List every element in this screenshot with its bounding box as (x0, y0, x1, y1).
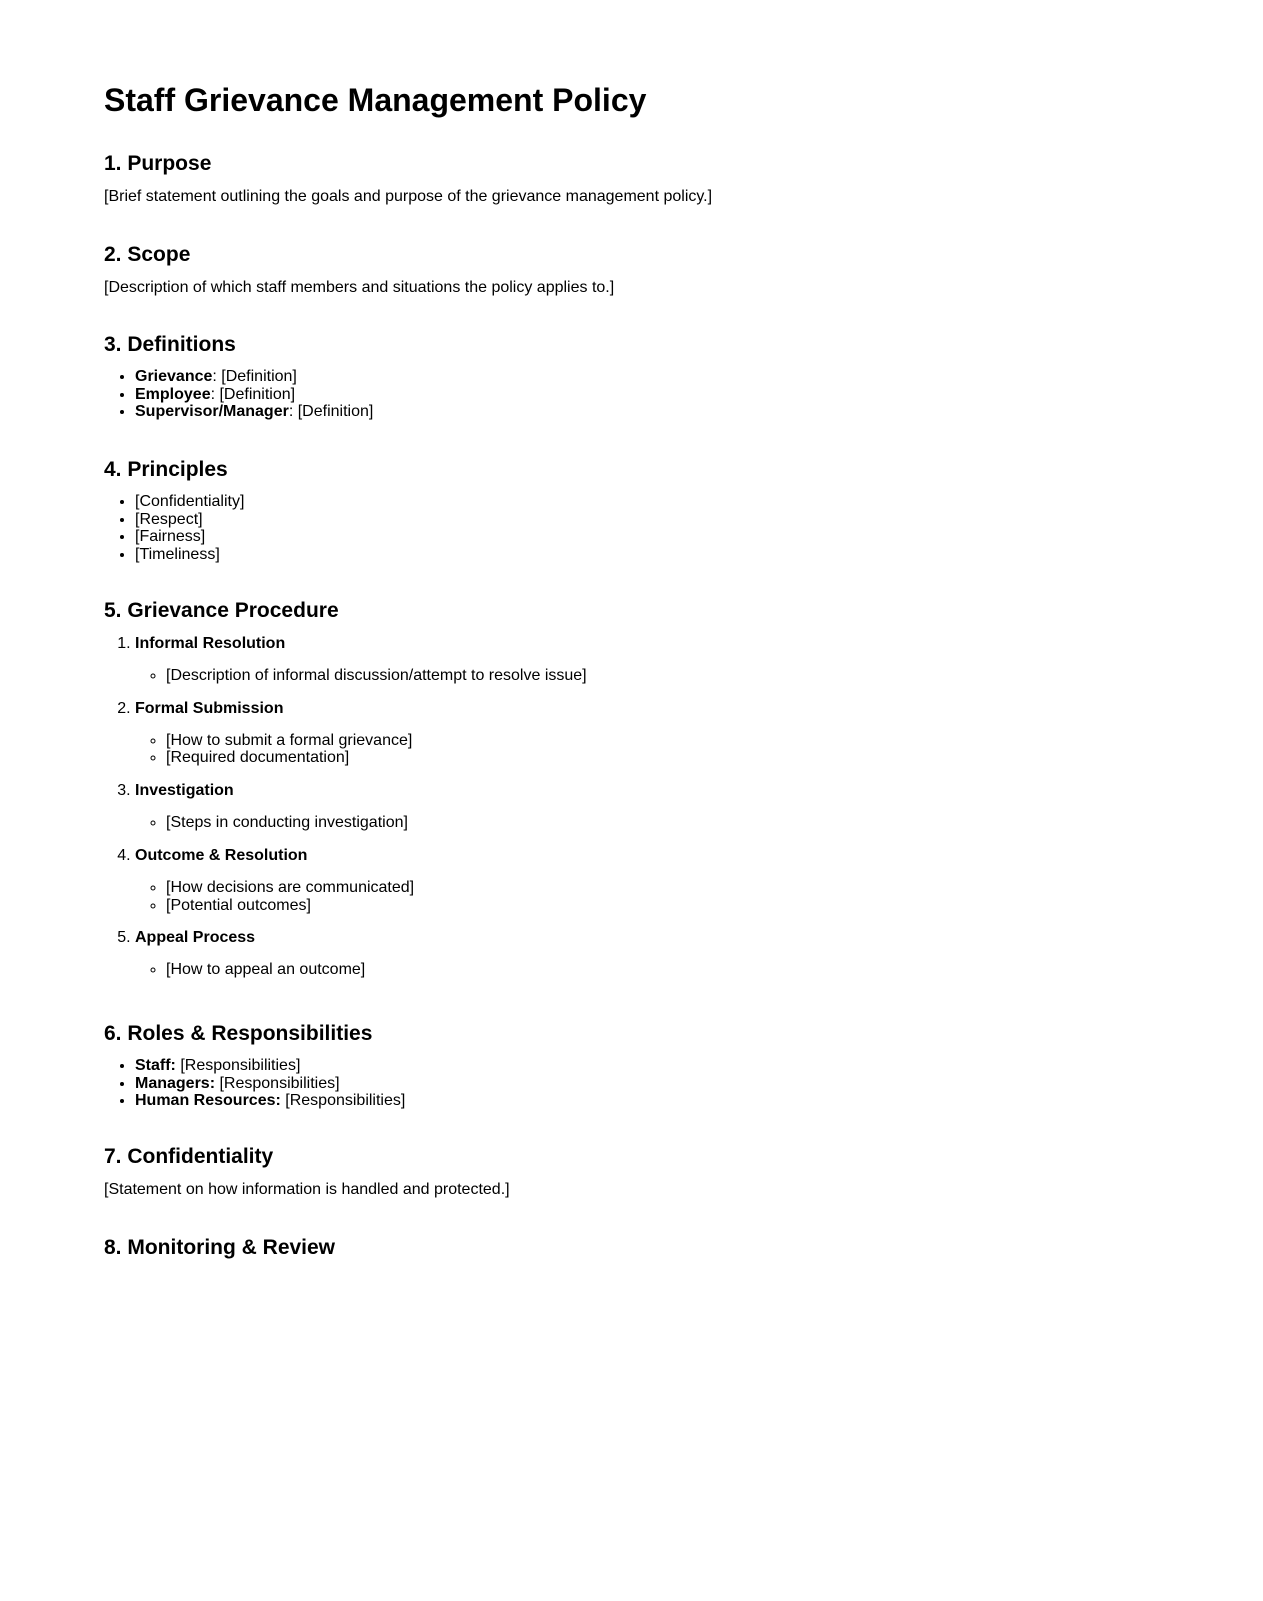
section-roles (104, 1021, 1204, 1110)
step-title: Appeal Process (135, 929, 256, 947)
section-heading: 4. Principles (104, 458, 228, 481)
list-item (135, 403, 1204, 421)
role-term: Staff: (135, 1057, 176, 1074)
section-text: [Description of which staff members and situations the policy applies to.] (104, 279, 615, 296)
step-details (135, 961, 1204, 979)
role-term: Human Resources: (135, 1092, 281, 1110)
list-item: • [Confidentiality] (135, 493, 1204, 511)
step-details (135, 879, 1204, 914)
separator: : (212, 368, 222, 385)
list-item: ◦ [How decisions are communicated] (166, 879, 1204, 897)
section-procedure (104, 598, 1204, 993)
procedure-steps (104, 634, 1204, 979)
definition-value: [Definition] (219, 385, 296, 403)
definitions-list (104, 368, 1204, 421)
roles-list (104, 1057, 1204, 1110)
procedure-step (135, 846, 1204, 914)
list-item (135, 386, 1204, 404)
definition-value: [Definition] (297, 403, 374, 421)
procedure-step (135, 634, 1204, 685)
list-item: ◦ [How to appeal an outcome] (166, 961, 1204, 979)
list-item: • [Timeliness] (135, 546, 1204, 564)
list-item (135, 1075, 1204, 1093)
list-item: ◦ [How to submit a formal grievance] (166, 732, 1204, 750)
list-item: ◦ [Potential outcomes] (166, 897, 1204, 915)
definition-term: Supervisor/Manager (135, 403, 289, 421)
section-heading: 8. Monitoring & Review (104, 1236, 336, 1259)
section-heading: 2. Scope (104, 243, 191, 266)
principles-list (104, 493, 1204, 564)
section-heading: 5. Grievance Procedure (104, 599, 339, 622)
step-details (135, 732, 1204, 767)
definition-term: Employee (135, 385, 211, 403)
section-text: [Statement on how information is handled and protected.] (104, 1181, 510, 1198)
page-title: Staff Grievance Management Policy (104, 82, 647, 118)
step-title: Formal Submission (135, 699, 284, 717)
definition-term: Grievance (135, 368, 213, 385)
section-purpose (104, 151, 1204, 206)
role-value: [Responsibilities] (280, 1092, 406, 1110)
procedure-step (135, 781, 1204, 832)
procedure-step (135, 928, 1204, 979)
list-item (135, 1092, 1204, 1110)
section-heading: 7. Confidentiality (104, 1145, 274, 1168)
section-heading: 3. Definitions (104, 333, 236, 356)
step-details (135, 667, 1204, 685)
section-scope (104, 242, 1204, 297)
role-value: [Responsibilities] (175, 1057, 301, 1074)
procedure-step (135, 699, 1204, 767)
list-item (135, 1057, 1204, 1075)
separator: : (288, 403, 298, 421)
section-text: [Brief statement outlining the goals and purpose of the grievance management policy.] (104, 188, 713, 205)
separator: : (210, 385, 220, 403)
step-title: Outcome & Resolution (135, 846, 308, 864)
step-title: Investigation (135, 782, 234, 800)
list-item: ◦ [Steps in conducting investigation] (166, 814, 1204, 832)
section-heading: 6. Roles & Responsibilities (104, 1022, 373, 1045)
step-details (135, 814, 1204, 832)
list-item: • [Respect] (135, 511, 1204, 529)
list-item: ◦ [Description of informal discussion/attempt to resolve issue] (166, 667, 1204, 685)
role-value: [Responsibilities] (215, 1074, 340, 1092)
list-item: • [Fairness] (135, 528, 1204, 546)
section-heading: 1. Purpose (104, 152, 212, 175)
list-item (135, 368, 1204, 386)
section-confidentiality (104, 1144, 1204, 1199)
section-principles (104, 457, 1204, 564)
list-item: ◦ [Required documentation] (166, 749, 1204, 767)
definition-value: [Definition] (221, 368, 297, 385)
role-term: Managers: (135, 1074, 216, 1092)
step-title: Informal Resolution (135, 635, 286, 652)
section-monitoring (104, 1235, 1204, 1260)
section-definitions (104, 332, 1204, 421)
